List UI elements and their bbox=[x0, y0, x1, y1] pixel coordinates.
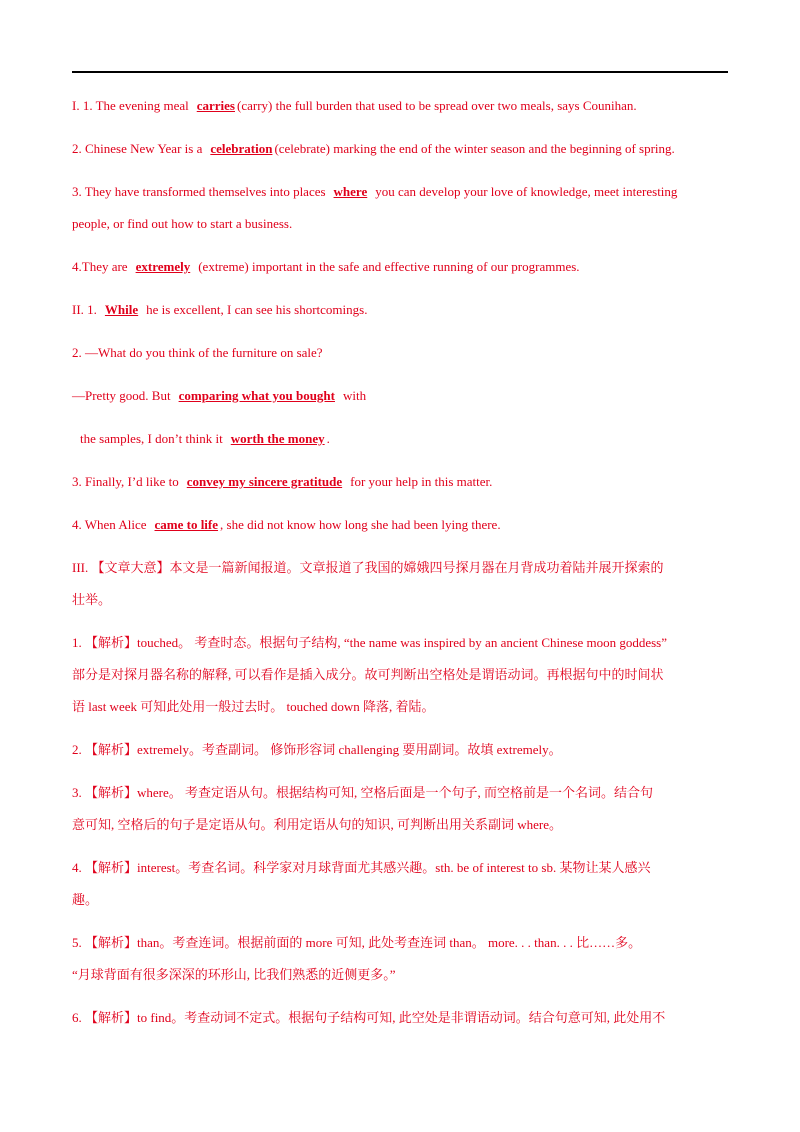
answer: While bbox=[104, 302, 139, 317]
q-text: he is excellent, I can see his shortcomings. bbox=[146, 302, 368, 317]
s1-q2 bbox=[72, 141, 675, 157]
s3-item1-line3: 语 last week 可知此处用一般过去时。 touched down 降落, 着陆。 bbox=[72, 699, 435, 714]
s3-intro-line2: 壮举。 bbox=[72, 592, 112, 607]
s3-item3-line2: 意可知, 空格后的句子是定语从句。利用定语从句的知识, 可判断出用关系副词 where。 bbox=[72, 817, 563, 832]
answer: worth the money bbox=[230, 431, 325, 446]
q-text: (carry) the full burden that used to be spread over two meals, says Counihan. bbox=[237, 98, 637, 113]
q-text: —Pretty good. But bbox=[72, 388, 171, 403]
q-text: with bbox=[342, 388, 367, 403]
answer: comparing what you bought bbox=[178, 388, 335, 403]
s2-q4 bbox=[72, 517, 501, 533]
s2-q3 bbox=[72, 474, 492, 490]
s3-item4-line1: 4. 【解析】interest。考查名词。科学家对月球背面尤其感兴趣。sth. be of interest to sb. 某物让某人感兴 bbox=[72, 860, 651, 875]
s3-item5-line2: “月球背面有很多深深的环形山, 比我们熟悉的近侧更多。” bbox=[72, 967, 396, 982]
s3-item5-line1: 5. 【解析】than。考查连词。根据前面的 more 可知, 此处考查连词 than。 more. . . than. . . 比……多。 bbox=[72, 935, 642, 950]
q-text: for your help in this matter. bbox=[350, 474, 493, 489]
q-text: 4.They are bbox=[72, 259, 128, 274]
q-text: 3. They have transformed themselves into places bbox=[72, 184, 326, 199]
s3-item4-line2: 趣。 bbox=[72, 892, 99, 907]
answer: celebration bbox=[210, 141, 273, 156]
s1-q3-cont: people, or find out how to start a business. bbox=[72, 216, 293, 231]
q-text: the samples, I don’t think it bbox=[80, 431, 223, 446]
q-text: (celebrate) marking the end of the winter season and the beginning of spring. bbox=[274, 141, 675, 156]
s3-item1-line2: 部分是对探月器名称的解释, 可以看作是插入成分。故可判断出空格处是谓语动词。再根据句中的时间状 bbox=[72, 667, 664, 682]
s3-item2-line1: 2. 【解析】extremely。考查副词。 修饰形容词 challenging 要用副词。故填 extremely。 bbox=[72, 742, 562, 757]
answer: where bbox=[333, 184, 368, 199]
q-text: , she did not know how long she had been lying there. bbox=[220, 517, 501, 532]
q-text: you can develop your love of knowledge, meet interesting bbox=[375, 184, 678, 199]
q-text: I. 1. The evening meal bbox=[72, 98, 189, 113]
s3-item6-line1: 6. 【解析】to find。考查动词不定式。根据句子结构可知, 此空处是非谓语动词。结合句意可知, 此处用不 bbox=[72, 1010, 666, 1025]
header-rule bbox=[72, 71, 728, 73]
s1-q1 bbox=[72, 98, 637, 114]
q-text: II. 1. bbox=[72, 302, 97, 317]
q-text: . bbox=[326, 431, 330, 446]
s3-item1-line1: 1. 【解析】touched。 考查时态。根据句子结构, “the name was inspired by an ancient Chinese moon goddess” bbox=[72, 635, 668, 650]
s2-q2-line3 bbox=[80, 431, 330, 447]
s2-q1 bbox=[72, 302, 367, 318]
answer: extremely bbox=[135, 259, 191, 274]
s3-item3-line1: 3. 【解析】where。 考查定语从句。根据结构可知, 空格后面是一个句子, 而空格前是一个名词。结合句 bbox=[72, 785, 654, 800]
s3-intro-line1: III. 【文章大意】本文是一篇新闻报道。文章报道了我国的嫦娥四号探月器在月背成功着陆并展开探索的 bbox=[72, 560, 664, 575]
q-text: 4. When Alice bbox=[72, 517, 147, 532]
answer: convey my sincere gratitude bbox=[186, 474, 343, 489]
s2-q2-line1: 2. —What do you think of the furniture on sale? bbox=[72, 345, 323, 360]
q-text: (extreme) important in the safe and effective running of our programmes. bbox=[198, 259, 580, 274]
s1-q3 bbox=[72, 184, 677, 200]
q-text: 2. Chinese New Year is a bbox=[72, 141, 203, 156]
s2-q2-line2 bbox=[72, 388, 366, 404]
s1-q4 bbox=[72, 259, 580, 275]
q-text: 3. Finally, I’d like to bbox=[72, 474, 179, 489]
answer: carries bbox=[196, 98, 235, 113]
answer: came to life bbox=[154, 517, 219, 532]
